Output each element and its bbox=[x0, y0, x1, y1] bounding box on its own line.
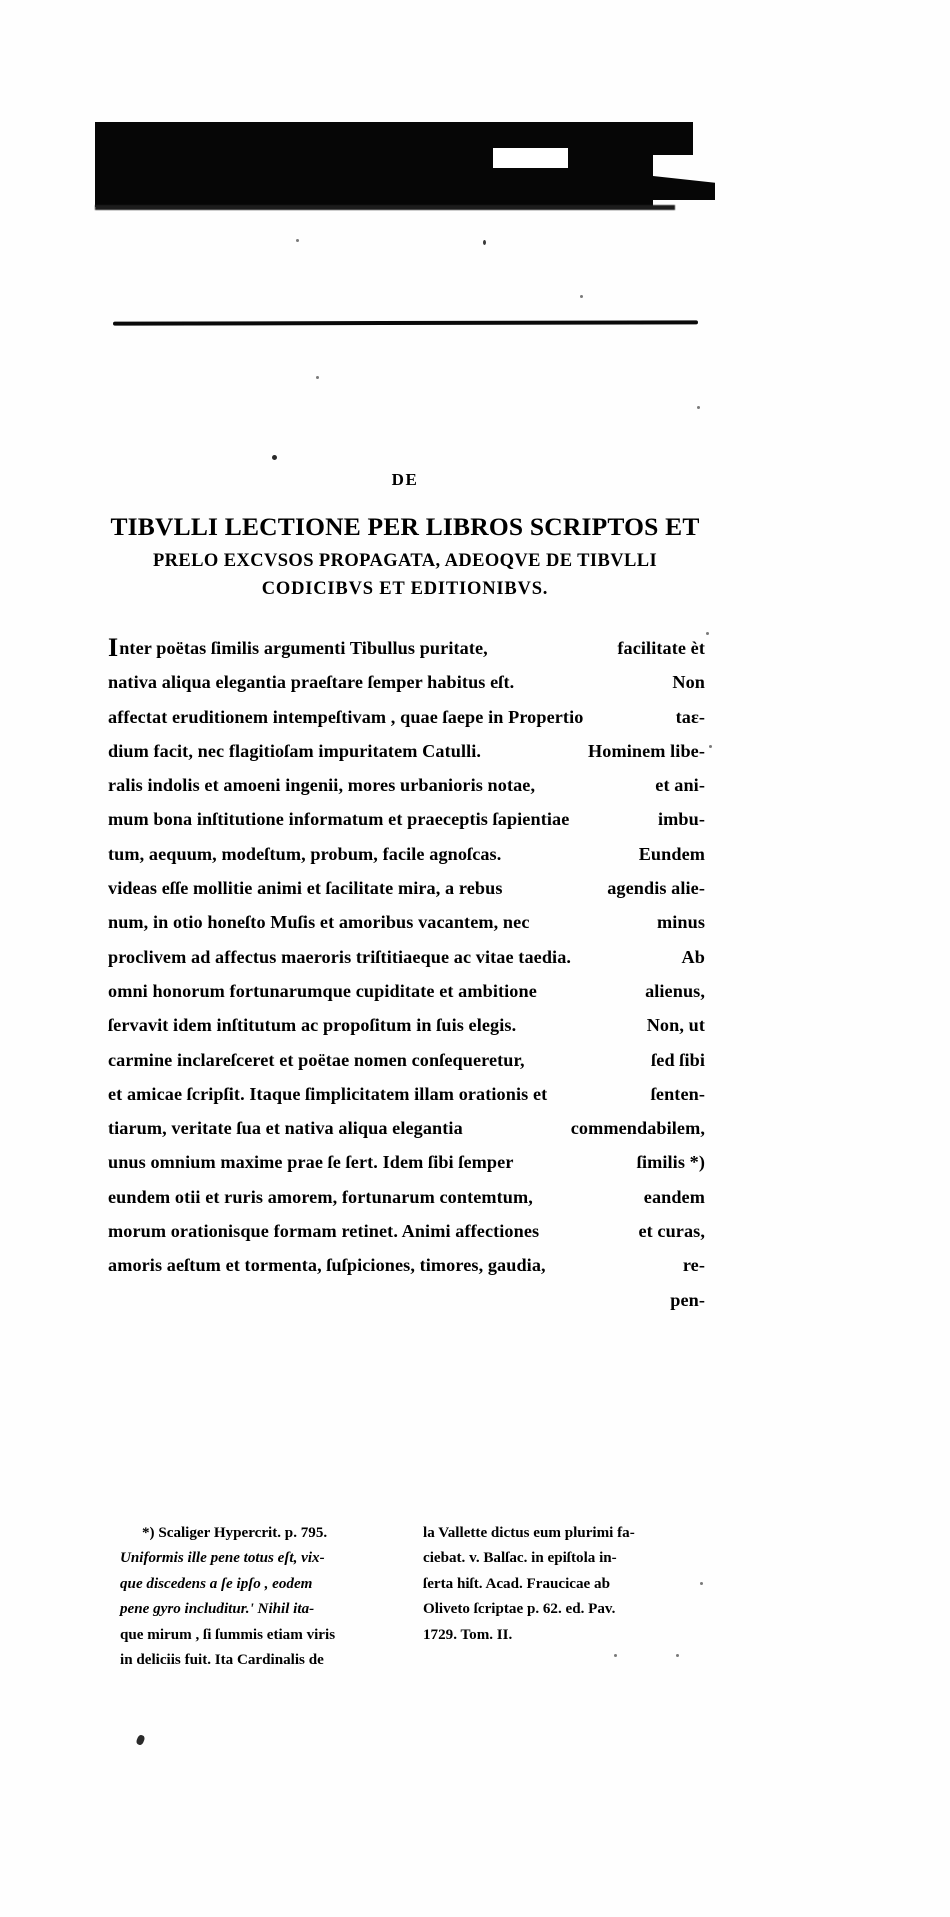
body-line-text: et amicae ſcripſit. Itaque ſimplicitatem illam orationis et bbox=[108, 1083, 548, 1104]
scan-speck bbox=[709, 745, 712, 748]
body-line-tail: Eundem bbox=[638, 843, 705, 864]
body-line-tail: ſenten- bbox=[650, 1083, 705, 1104]
body-line bbox=[108, 1008, 705, 1042]
body-line-text: videas eſſe mollitie animi et ſacilitate mira, a rebus bbox=[108, 878, 503, 899]
footnote-line: la Vallette dictus eum plurimi fa- bbox=[423, 1525, 635, 1541]
body-line-tail: facilitate èt bbox=[617, 638, 705, 658]
footnote-line: *) Scaliger Hypercrit. p. 795. bbox=[142, 1525, 328, 1541]
body-line-text: ſervavit idem inſtitutum ac propoſitum in ſuis elegis. bbox=[108, 1015, 517, 1036]
footnote-line: 1729. Tom. II. bbox=[423, 1626, 513, 1643]
footnote-line: ſerta hiſt. Acad. Fraucicae ab bbox=[423, 1575, 610, 1592]
footnote-line: que discedens a ſe ipſo , eodem bbox=[120, 1575, 313, 1592]
scan-speck bbox=[697, 406, 700, 409]
body-line-text: tum, aequum, modeſtum, probum, facile agnoſcas. bbox=[108, 843, 502, 864]
scan-speck bbox=[296, 239, 299, 242]
body-line-tail: Non, ut bbox=[646, 1015, 705, 1036]
footnote-line: pene gyro includitur.' Nihil ita- bbox=[120, 1601, 315, 1618]
footnote-line: Oliveto ſcriptae p. 62. ed. Pav. bbox=[423, 1601, 616, 1618]
scan-speck bbox=[706, 632, 709, 635]
body-line-tail: commendabilem, bbox=[570, 1118, 705, 1139]
body-line-tail: agendis alie- bbox=[607, 878, 705, 899]
body-line-text: ralis indolis et amoeni ingenii, mores urbanioris notae, bbox=[108, 775, 536, 796]
body-line-tail: minus bbox=[656, 912, 705, 933]
body-line-text: carmine inclareſceret et poëtae nomen conſequeretur, bbox=[108, 1049, 525, 1070]
body-line-tail: et ani- bbox=[655, 775, 705, 796]
body-line-text: amoris aeſtum et tormenta, ſuſpiciones, timores, gaudia, bbox=[108, 1255, 546, 1276]
body-line-text: tiarum, veritate ſua et nativa aliqua elegantia bbox=[108, 1118, 463, 1139]
scan-artifact-tail bbox=[653, 176, 715, 200]
page-title-block bbox=[95, 470, 715, 600]
footnote-column-left bbox=[120, 1521, 397, 1673]
body-line bbox=[108, 734, 705, 768]
body-line-tail: alienus, bbox=[645, 980, 705, 1001]
body-line bbox=[108, 700, 705, 734]
scan-speck bbox=[580, 295, 583, 298]
body-line bbox=[108, 1043, 705, 1077]
scan-artifact-black-band bbox=[95, 122, 653, 207]
body-line bbox=[108, 1180, 705, 1214]
body-line bbox=[108, 837, 705, 871]
body-line-tail: Ab bbox=[681, 946, 705, 967]
catchword: pen- bbox=[670, 1289, 705, 1310]
body-line bbox=[108, 1214, 705, 1248]
body-line-text: eundem otii et ruris amorem, fortunarum contemtum, bbox=[108, 1186, 533, 1207]
body-line-text: proclivem ad affectus maeroris triſtitiaeque ac vitae taedia. bbox=[108, 946, 572, 967]
body-line-tail: re- bbox=[682, 1255, 705, 1276]
body-line-tail: Non bbox=[672, 672, 705, 693]
scan-artifact-wing bbox=[653, 122, 693, 155]
scan-speck bbox=[483, 240, 486, 245]
body-text-block bbox=[108, 631, 705, 1317]
page-title-line-2: PRELO EXCVSOS PROPAGATA, ADEOQVE DE TIBVLLI bbox=[152, 551, 658, 571]
footnote-block bbox=[120, 1521, 700, 1673]
body-line-text: dium facit, nec flagitioſam impuritatem Catulli. bbox=[108, 740, 482, 761]
scan-artifact-white-notch bbox=[493, 148, 568, 168]
body-line-text: omni honorum fortunarumque cupiditate et ambitione bbox=[108, 980, 537, 1001]
footnote-line: Uniformis ille pene totus eſt, vix- bbox=[120, 1550, 325, 1567]
body-line bbox=[108, 1248, 705, 1282]
body-line-text: affectat eruditionem intempeſtivam , quae ſaepe in Propertio bbox=[108, 706, 584, 727]
body-line bbox=[108, 665, 705, 699]
footnote-column-right bbox=[423, 1521, 700, 1673]
body-line bbox=[108, 974, 705, 1008]
body-line bbox=[108, 1111, 705, 1145]
body-line-text: nativa aliqua elegantia praeſtare ſemper habitus eſt. bbox=[108, 672, 515, 693]
scan-speck bbox=[316, 376, 319, 379]
body-line-tail: taɛ- bbox=[675, 706, 705, 727]
body-line-tail: Hominem libe- bbox=[588, 740, 705, 761]
page-title-line-3: CODICIBVS ET EDITIONIBVS. bbox=[261, 579, 549, 599]
body-line bbox=[108, 905, 705, 939]
page-title-line-1: TIBVLLI LECTIONE PER LIBROS SCRIPTOS ET bbox=[110, 512, 700, 541]
body-line bbox=[108, 871, 705, 905]
footnote-line: que mirum , ſi ſummis etiam viris bbox=[120, 1626, 336, 1643]
body-line-tail: eandem bbox=[643, 1186, 705, 1207]
scan-speck bbox=[700, 1582, 703, 1585]
body-line-tail: ſed ſibi bbox=[651, 1049, 705, 1070]
scan-artifact-bottom-edge bbox=[95, 205, 675, 210]
header-horizontal-rule bbox=[113, 320, 698, 325]
body-line-text: unus omnium maxime prae ſe ſert. Idem ſibi ſemper bbox=[108, 1152, 514, 1173]
title-preposition: DE bbox=[391, 470, 419, 489]
body-line bbox=[108, 631, 705, 665]
body-line bbox=[108, 802, 705, 836]
body-line-text: morum orationisque formam retinet. Animi affectiones bbox=[108, 1221, 540, 1242]
body-line-tail: ſimilis *) bbox=[636, 1152, 705, 1173]
stray-ink-mark bbox=[135, 1734, 145, 1746]
body-line-tail: et curas, bbox=[638, 1221, 705, 1242]
footnote-line: ciebat. v. Balſac. in epiſtola in- bbox=[423, 1550, 617, 1567]
footnote-line: in deliciis fuit. Ita Cardinalis de bbox=[120, 1652, 324, 1669]
body-line bbox=[108, 1145, 705, 1179]
body-line-text: mum bona inſtitutione informatum et praeceptis ſapientiae bbox=[108, 809, 570, 830]
body-line-text: num, in otio honeſto Muſis et amoribus vacantem, nec bbox=[108, 912, 530, 933]
body-line bbox=[108, 768, 705, 802]
body-line-tail: imbu- bbox=[658, 809, 705, 830]
body-line-text: Inter poëtas ſimilis argumenti Tibullus puritate, bbox=[108, 633, 488, 662]
body-line bbox=[108, 1077, 705, 1111]
drop-cap: I bbox=[108, 633, 119, 662]
scan-speck bbox=[272, 455, 277, 460]
body-line bbox=[108, 940, 705, 974]
